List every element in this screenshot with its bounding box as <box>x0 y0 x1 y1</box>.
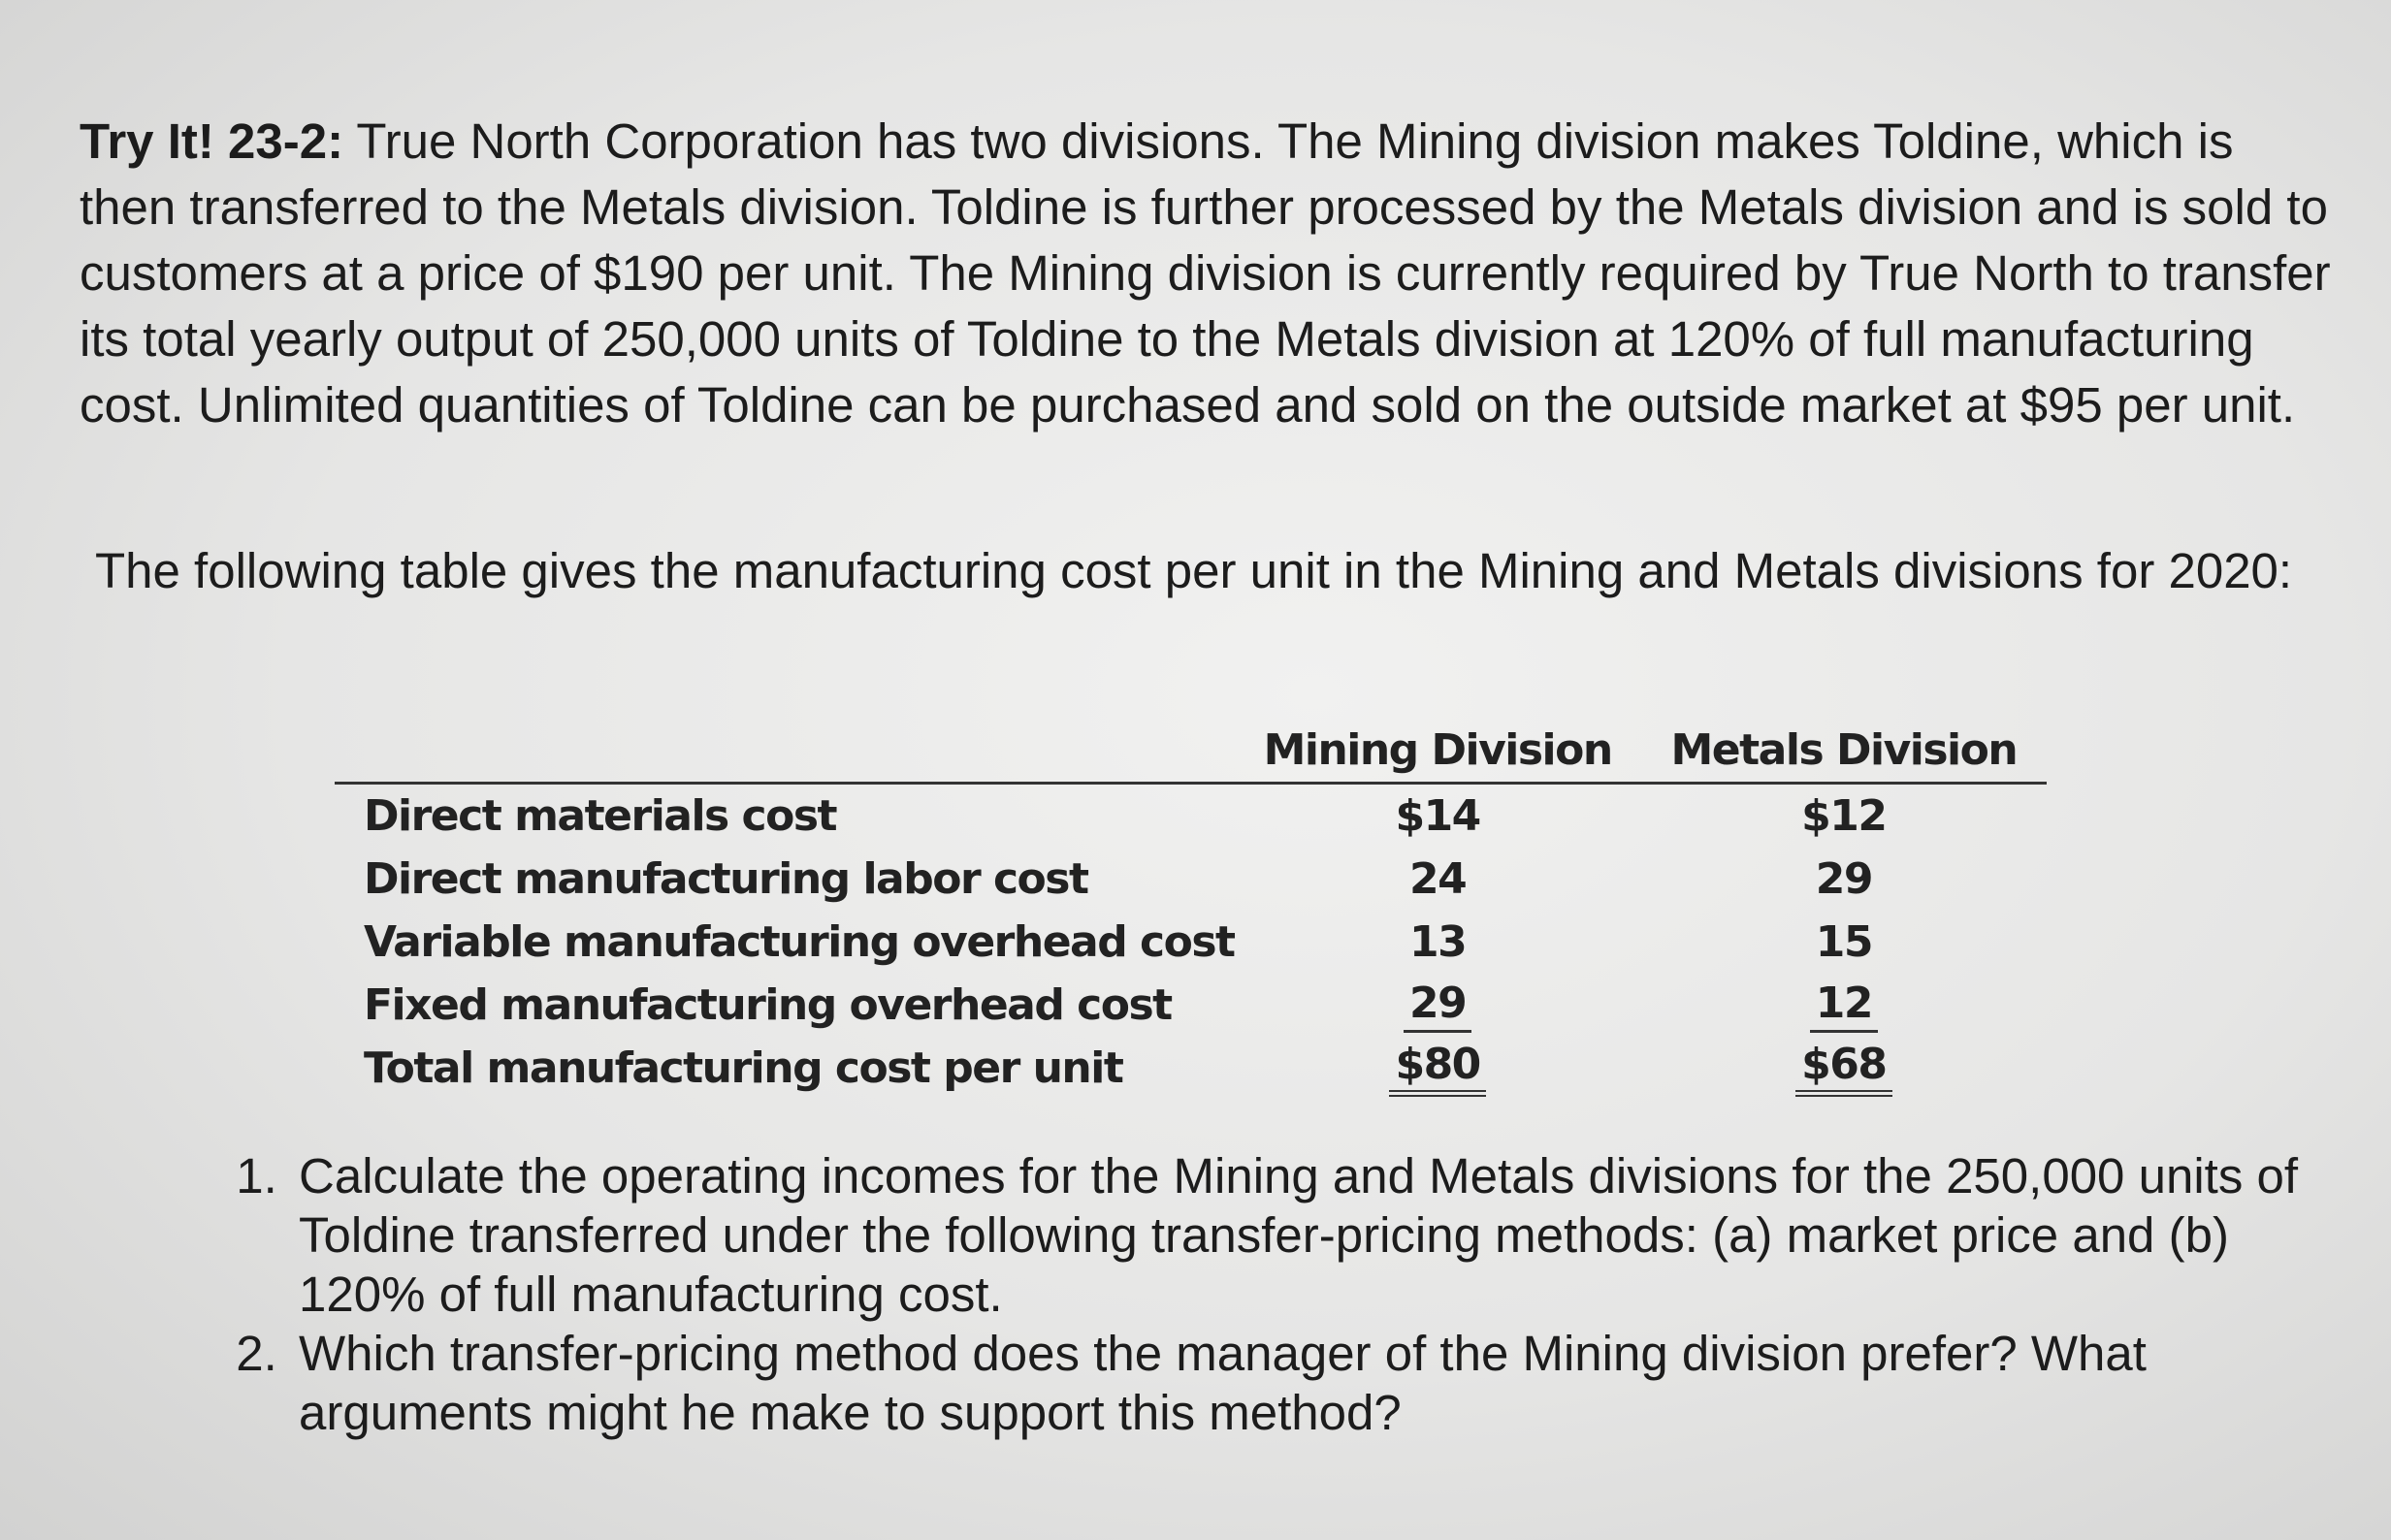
mining-total-cell <box>1235 1037 1641 1100</box>
metals-total-cell <box>1641 1037 2047 1100</box>
table-row <box>335 785 2047 848</box>
question-list <box>194 1146 2347 1442</box>
table-lead-text: The following table gives the manufacturing cost per unit in the Mining and Metals divisions for 2020: <box>95 543 2293 598</box>
problem-intro <box>80 109 2340 438</box>
table-row <box>335 848 2047 911</box>
mining-value: 13 <box>1409 917 1467 967</box>
problem-text: True North Corporation has two divisions. The Mining division makes Toldine, which is then transferred to the Metals division. Toldine is further processed by the Metals division and is sold to customers at a price of $190 per unit. The Mining division is currently required by True North to transfer its total yearly output of 250,000 units of Toldine to the Metals division at 120% of full manufacturing cost. Unlimited quantities of Toldine can be purchased and sold on the outside market at $95 per unit. <box>80 113 2331 433</box>
table-total-row <box>335 1037 2047 1100</box>
row-label: Direct materials cost <box>364 791 837 841</box>
mining-value: 29 <box>1404 979 1471 1033</box>
mining-value: $14 <box>1395 791 1480 841</box>
header-mining-division: Mining Division <box>1263 724 1612 775</box>
metals-value: 12 <box>1810 979 1878 1033</box>
row-label: Fixed manufacturing overhead cost <box>364 980 1172 1030</box>
cost-table <box>335 718 2047 1100</box>
metals-value: $12 <box>1801 791 1887 841</box>
row-label: Variable manufacturing overhead cost <box>364 917 1235 967</box>
header-metals-division: Metals Division <box>1670 724 2018 775</box>
metals-value: 15 <box>1815 917 1872 967</box>
metals-value-cell <box>1641 974 2047 1037</box>
question-item: 1. Calculate the operating incomes for the Mining and Metals divisions for the 250,000 units of Toldine transferred under the following transfer-pricing methods: (a) market price and (b) 120% of full manufacturing cost. <box>291 1146 2347 1324</box>
question-item: 2. Which transfer-pricing method does the manager of the Mining division prefer? What arguments might he make to support this method? <box>291 1324 2347 1442</box>
mining-value: 24 <box>1409 854 1467 904</box>
metals-value: 29 <box>1815 854 1872 904</box>
table-row <box>335 974 2047 1037</box>
metals-total: $68 <box>1795 1040 1891 1097</box>
row-label: Total manufacturing cost per unit <box>364 1043 1123 1093</box>
row-label: Direct manufacturing labor cost <box>364 854 1088 904</box>
problem-label: Try It! 23-2: <box>80 113 344 169</box>
header-spacer <box>335 718 1235 784</box>
mining-value-cell <box>1235 974 1641 1037</box>
table-header-row <box>335 718 2047 784</box>
table-row <box>335 911 2047 974</box>
mining-total: $80 <box>1389 1040 1485 1097</box>
